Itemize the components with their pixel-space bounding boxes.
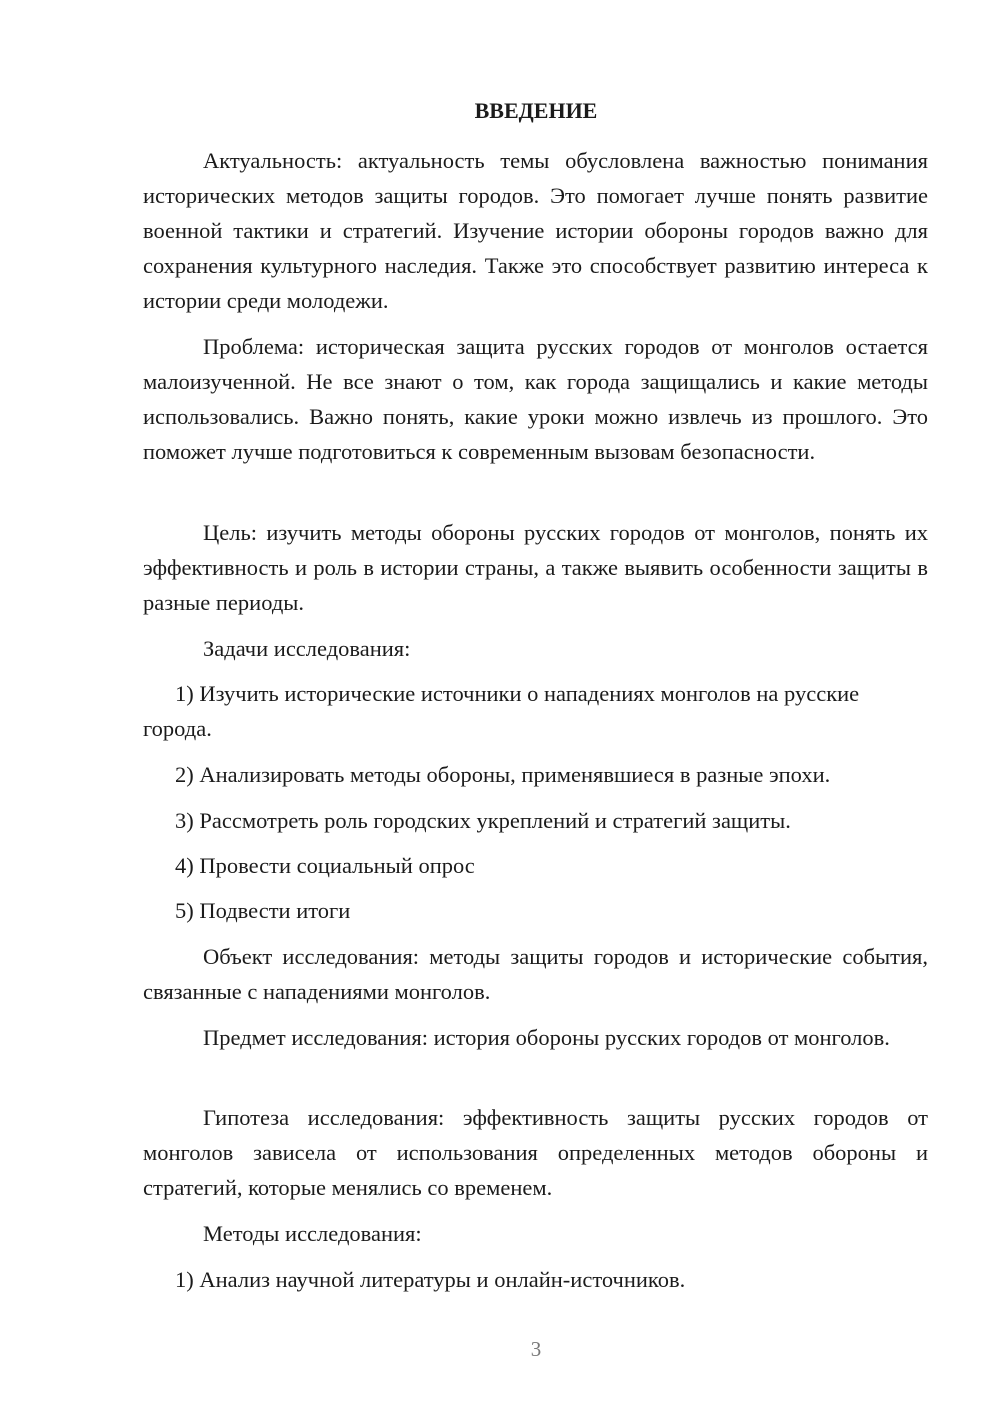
object-paragraph: Объект исследования: методы защиты городов и исторические события, связанные с нападениями монголов. [143, 944, 928, 1004]
relevance-paragraph: Актуальность: актуальность темы обусловлена важностью понимания исторических методов защиты городов. Это помогает лучше понять развитие военной тактики и стратегий. Изучение истории обороны городов важно для сохранения культурного наследия. Также это способствует развитию интереса к истории среди молодежи. [143, 148, 928, 313]
problem-paragraph: Проблема: историческая защита русских городов от монголов остается малоизученной. Не все знают о том, как города защищались и какие методы использовались. Важно понять, какие уроки можно извлечь из прошлого. Это поможет лучше подготовиться к современным вызовам безопасности. [143, 334, 928, 464]
tasks-heading: Задачи исследования: [203, 636, 411, 661]
page-title: ВВЕДЕНИЕ [474, 98, 598, 123]
task-item-4: 4) Провести социальный опрос [175, 853, 475, 878]
hypothesis-paragraph: Гипотеза исследования: эффективность защиты русских городов от монголов зависела от использования определенных методов обороны и стратегий, которые менялись со временем. [143, 1105, 928, 1200]
subject-paragraph: Предмет исследования: история обороны русских городов от монголов. [203, 1025, 890, 1050]
task-item-3: 3) Рассмотреть роль городских укреплений и стратегий защиты. [175, 808, 791, 833]
task-item-2: 2) Анализировать методы обороны, применявшиеся в разные эпохи. [175, 762, 831, 787]
task-item-1: 1) Изучить исторические источники о нападениях монголов на русские города. [143, 681, 860, 741]
method-item-1: 1) Анализ научной литературы и онлайн-источников. [175, 1267, 686, 1292]
task-item-5: 5) Подвести итоги [175, 898, 351, 923]
page-number: 3 [530, 1337, 542, 1361]
methods-heading: Методы исследования: [203, 1221, 422, 1246]
goal-paragraph: Цель: изучить методы обороны русских городов от монголов, понять их эффективность и роль в истории страны, а также выявить особенности защиты в разные периоды. [143, 520, 928, 615]
